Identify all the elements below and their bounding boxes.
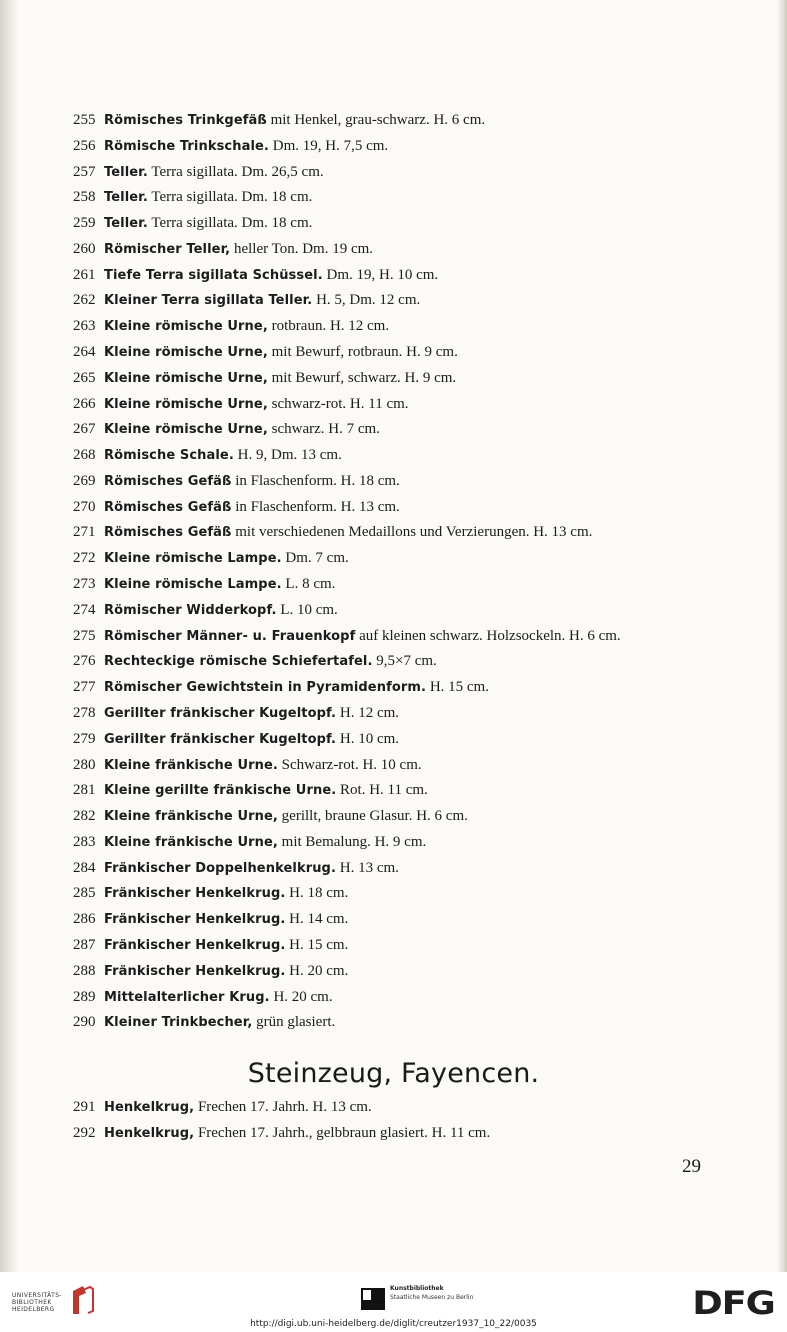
library-name-line: HEIDELBERG [12, 1306, 55, 1313]
entry-number: 261 [73, 266, 96, 283]
entry-number: 259 [73, 215, 96, 232]
catalog-entry [73, 652, 437, 671]
entry-description: schwarz. H. 7 cm. [267, 421, 380, 438]
catalog-entry [73, 730, 399, 749]
entry-description: H. 13 cm. [336, 859, 399, 876]
entry-number: 271 [73, 524, 96, 541]
entry-number: 267 [73, 421, 96, 438]
entry-name: Kleine römische Lampe. [104, 577, 282, 593]
entry-number: 255 [73, 112, 96, 128]
catalog-entry [73, 498, 400, 517]
entry-name: Römisches Gefäß [104, 525, 232, 541]
entry-description: Dm. 7 cm. [281, 550, 349, 567]
catalog-entry [73, 291, 420, 310]
entry-number: 260 [73, 240, 96, 257]
entry-number: 269 [73, 472, 96, 489]
entry-description: gerillt, braune Glasur. H. 6 cm. [277, 808, 468, 825]
entry-description: Frechen 17. Jahrh. H. 13 cm. [194, 1099, 372, 1115]
entry-number: 257 [73, 163, 96, 180]
kunstbibliothek-logo-icon [361, 1288, 385, 1310]
entry-description: H. 15 cm. [426, 679, 489, 696]
university-library-name [12, 1292, 62, 1313]
entry-number: 289 [73, 988, 96, 1005]
entry-description: 9,5×7 cm. [372, 653, 437, 670]
entry-name: Fränkischer Henkelkrug. [104, 937, 286, 953]
entry-number: 292 [73, 1124, 96, 1141]
entry-number: 290 [73, 1014, 96, 1031]
dfg-logo: DFG [692, 1284, 775, 1322]
entry-name: Tiefe Terra sigillata Schüssel. [104, 267, 323, 283]
entry-name: Kleine fränkische Urne, [104, 834, 278, 850]
entry-description: H. 18 cm. [285, 885, 349, 902]
entry-description: L. 8 cm. [281, 576, 336, 593]
entry-description: Terra sigillata. Dm. 26,5 cm. [147, 163, 324, 180]
section-title: Steinzeug, Fayencen. [247, 1058, 540, 1089]
entry-name: Kleine fränkische Urne. [104, 757, 278, 773]
entry-name: Römisches Trinkgefäß [104, 113, 267, 128]
catalog-entry [73, 627, 621, 646]
entry-name: Fränkischer Henkelkrug. [104, 963, 286, 979]
entry-name: Römische Schale. [104, 448, 234, 464]
entry-name: Kleine römische Urne, [104, 422, 268, 438]
entry-number: 258 [73, 189, 96, 206]
catalog-entry [73, 446, 342, 465]
entry-number: 280 [73, 756, 96, 773]
entry-description: H. 20 cm. [285, 962, 349, 979]
catalog-entry [73, 859, 399, 878]
entry-name: Römisches Gefäß [104, 499, 232, 515]
digitization-footer [0, 1272, 787, 1332]
catalog-entry [73, 395, 409, 414]
library-name-line: UNIVERSITÄTS- [12, 1292, 62, 1299]
library-name-line: BIBLIOTHEK [12, 1299, 52, 1306]
catalog-entry [73, 317, 389, 336]
catalog-entry [73, 523, 592, 542]
kunstbibliothek-subtitle: Staatliche Museen zu Berlin [390, 1294, 474, 1301]
entry-description: mit Bewurf, schwarz. H. 9 cm. [267, 369, 457, 386]
entry-description: H. 10 cm. [336, 730, 400, 747]
entry-number: 283 [73, 833, 96, 850]
entry-number: 284 [73, 859, 96, 876]
catalog-entry [73, 988, 333, 1007]
entry-name: Römisches Gefäß [104, 473, 232, 489]
entry-name: Kleiner Trinkbecher, [104, 1015, 253, 1031]
entry-name: Rechteckige römische Schiefertafel. [104, 654, 373, 670]
entry-description: Rot. H. 11 cm. [336, 782, 428, 799]
catalog-entry [73, 704, 399, 723]
entry-name: Teller. [104, 164, 148, 180]
entry-name: Kleiner Terra sigillata Teller. [104, 293, 313, 309]
catalog-entry [73, 910, 348, 929]
entry-description: H. 20 cm. [269, 988, 333, 1005]
entry-number: 276 [73, 653, 96, 670]
catalog-entry [73, 1013, 335, 1032]
catalog-entry [73, 549, 349, 568]
catalog-entry [73, 163, 324, 182]
entry-number: 281 [73, 782, 96, 799]
university-library-logo-icon [70, 1284, 96, 1318]
entry-name: Römischer Widderkopf. [104, 602, 277, 618]
entry-name: Fränkischer Henkelkrug. [104, 886, 286, 902]
entry-name: Fränkischer Doppelhenkelkrug. [104, 860, 336, 876]
catalog-entry [73, 1124, 490, 1143]
entry-description: auf kleinen schwarz. Holzsockeln. H. 6 cm. [355, 627, 621, 644]
entry-description: mit Bemalung. H. 9 cm. [277, 833, 427, 850]
entry-description: heller Ton. Dm. 19 cm. [230, 240, 374, 257]
entry-number: 291 [73, 1099, 96, 1115]
entry-name: Kleine römische Urne, [104, 396, 268, 412]
entry-number: 264 [73, 344, 96, 361]
entry-name: Mittelalterlicher Krug. [104, 989, 270, 1005]
catalog-entry [73, 575, 335, 594]
catalog-entry [73, 807, 468, 826]
entry-number: 275 [73, 627, 96, 644]
entry-description: H. 5, Dm. 12 cm. [312, 292, 421, 309]
catalog-entry [73, 343, 458, 362]
entry-number: 262 [73, 292, 96, 309]
entry-name: Kleine römische Urne, [104, 319, 268, 335]
entry-description: H. 9, Dm. 13 cm. [233, 447, 342, 464]
entry-number: 277 [73, 679, 96, 696]
entry-name: Teller. [104, 216, 148, 232]
entry-description: L. 10 cm. [276, 601, 338, 618]
entry-name: Teller. [104, 190, 148, 206]
entry-description: in Flaschenform. H. 18 cm. [231, 472, 400, 489]
catalog-entry [73, 884, 348, 903]
entry-description: H. 12 cm. [336, 704, 400, 721]
entry-description: Frechen 17. Jahrh., gelbbraun glasiert. H. 11 cm. [194, 1124, 491, 1141]
entry-number: 282 [73, 808, 96, 825]
entry-name: Henkelkrug, [104, 1100, 195, 1115]
catalog-entry [73, 833, 426, 852]
entry-number: 270 [73, 498, 96, 515]
entry-name: Römische Trinkschale. [104, 138, 269, 154]
catalog-entry [73, 601, 338, 620]
entry-number: 263 [73, 318, 96, 335]
entry-number: 288 [73, 962, 96, 979]
entry-number: 274 [73, 601, 96, 618]
catalog-entry [73, 936, 348, 955]
entry-name: Römischer Gewichtstein in Pyramidenform. [104, 680, 427, 696]
source-url[interactable]: http://digi.ub.uni-heidelberg.de/diglit/creutzer1937_10_22/0035 [250, 1319, 537, 1329]
entry-description: mit Bewurf, rotbraun. H. 9 cm. [267, 344, 458, 361]
catalog-entry [73, 266, 438, 285]
catalog-entry [73, 137, 388, 156]
catalog-entry [73, 369, 456, 388]
entry-name: Fränkischer Henkelkrug. [104, 912, 286, 928]
entry-number: 273 [73, 576, 96, 593]
entry-number: 268 [73, 447, 96, 464]
catalog-entry [73, 781, 428, 800]
entry-name: Kleine römische Urne, [104, 370, 268, 386]
catalog-entry [73, 472, 400, 491]
entry-number: 286 [73, 911, 96, 928]
catalog-entry [73, 962, 348, 981]
catalog-entry [73, 240, 373, 259]
entry-name: Kleine römische Urne, [104, 345, 268, 361]
entry-number: 266 [73, 395, 96, 412]
entry-number: 265 [73, 369, 96, 386]
entry-name: Römischer Teller, [104, 241, 231, 257]
entry-name: Gerillter fränkischer Kugeltopf. [104, 731, 337, 747]
entry-description: Terra sigillata. Dm. 18 cm. [147, 215, 313, 232]
entry-number: 278 [73, 704, 96, 721]
entry-description: in Flaschenform. H. 13 cm. [231, 498, 400, 515]
entry-name: Römischer Männer- u. Frauenkopf [104, 628, 356, 644]
entry-description: grün glasiert. [252, 1014, 336, 1031]
entry-description: mit Henkel, grau-schwarz. H. 6 cm. [266, 112, 486, 128]
catalog-entry [73, 756, 422, 775]
entry-description: Dm. 19, H. 10 cm. [322, 266, 439, 283]
entry-name: Gerillter fränkischer Kugeltopf. [104, 705, 337, 721]
entry-description: H. 15 cm. [285, 936, 349, 953]
entry-description: Terra sigillata. Dm. 18 cm. [147, 189, 313, 206]
entry-number: 272 [73, 550, 96, 567]
entry-description: Dm. 19, H. 7,5 cm. [268, 137, 389, 154]
page-number: 29 [682, 1156, 701, 1177]
entry-description: mit verschiedenen Medaillons und Verzierungen. H. 13 cm. [231, 524, 593, 541]
entry-number: 256 [73, 137, 96, 154]
catalog-entry [73, 111, 485, 130]
entry-number: 279 [73, 730, 96, 747]
entry-description: schwarz-rot. H. 11 cm. [267, 395, 409, 412]
catalog-entry [73, 1098, 372, 1117]
kunstbibliothek-title: Kunstbibliothek [390, 1285, 444, 1292]
entry-number: 287 [73, 936, 96, 953]
entry-description: Schwarz-rot. H. 10 cm. [277, 756, 422, 773]
entry-name: Kleine römische Lampe. [104, 551, 282, 567]
entry-name: Kleine fränkische Urne, [104, 809, 278, 825]
catalog-entry [73, 214, 312, 233]
catalog-entry [73, 188, 312, 207]
entry-number: 285 [73, 885, 96, 902]
catalog-entry [73, 678, 489, 697]
entry-description: rotbraun. H. 12 cm. [267, 318, 390, 335]
entry-name: Kleine gerillte fränkische Urne. [104, 783, 337, 799]
entry-description: H. 14 cm. [285, 911, 349, 928]
catalog-entry [73, 420, 380, 439]
entry-name: Henkelkrug, [104, 1125, 195, 1141]
